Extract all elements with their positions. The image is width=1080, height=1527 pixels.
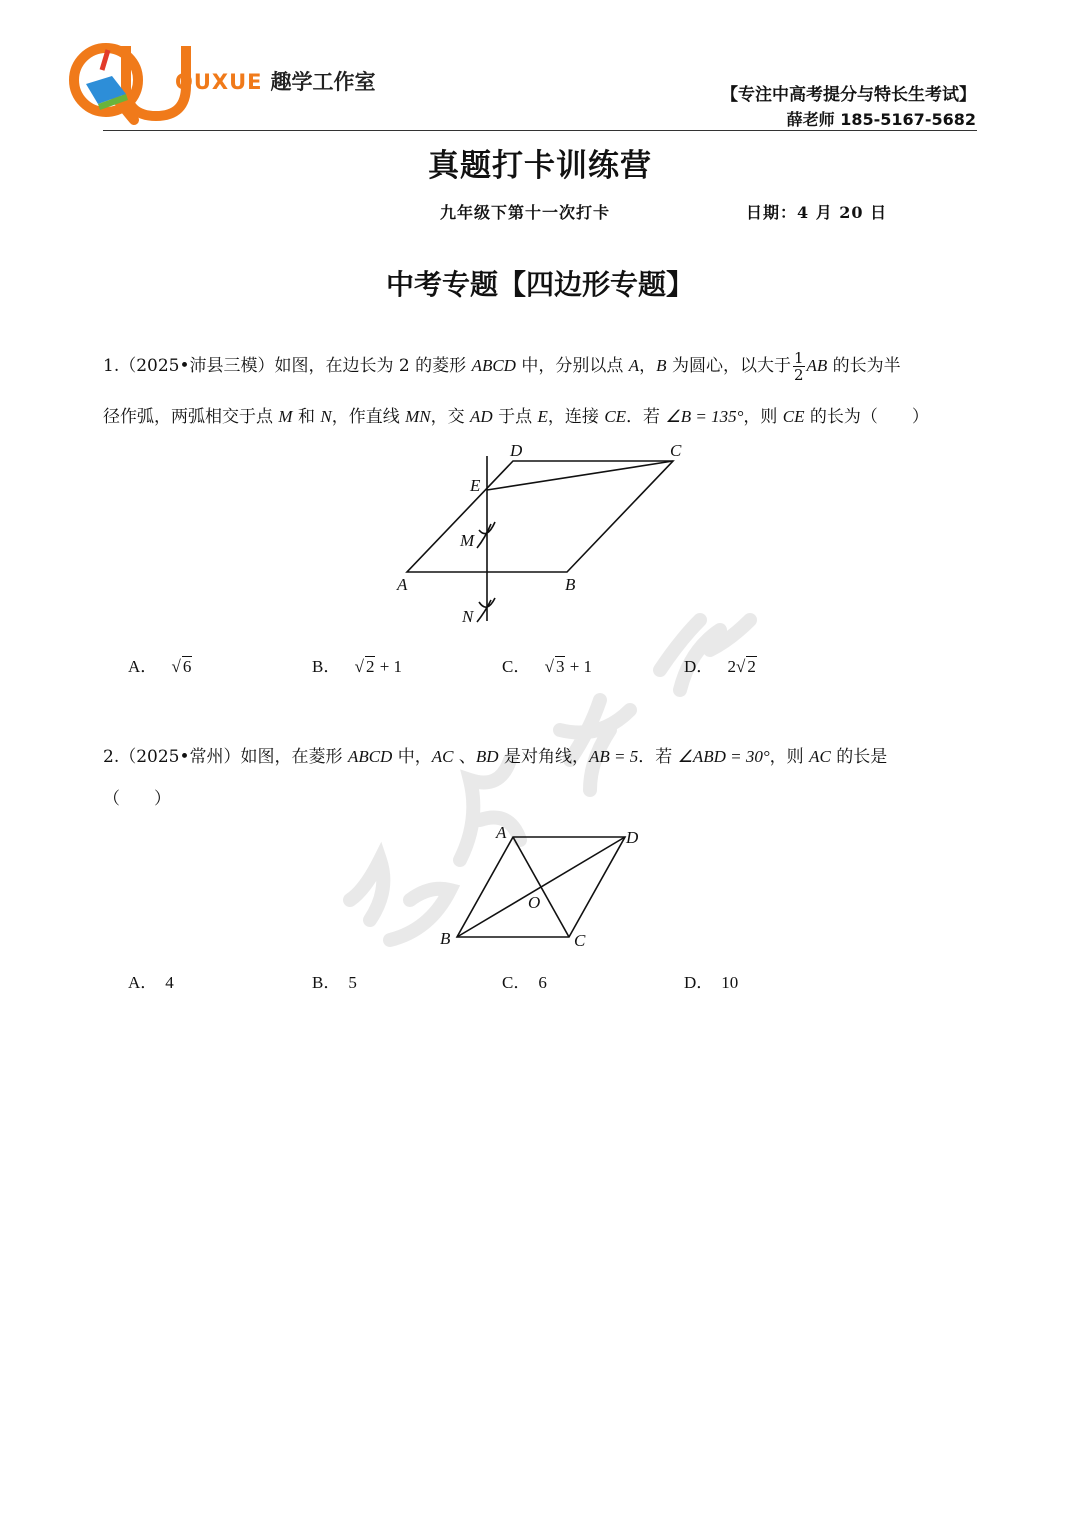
q1-text: 的长为（ ） [804, 407, 929, 427]
label-a: A [496, 823, 507, 842]
q2-option-a[interactable] [128, 968, 174, 993]
option-value: 5 [348, 973, 357, 992]
option-value: 4 [165, 973, 174, 992]
q1-line1 [103, 350, 901, 383]
option-tail: + 1 [375, 657, 403, 676]
label-b: B [565, 575, 576, 594]
segment-ce [487, 461, 673, 490]
q2-text: ，则 [769, 747, 810, 767]
q1-text: 的长为半 [827, 356, 901, 376]
page-title: 真题打卡训练营 [428, 148, 652, 184]
q1-option-d[interactable]: D． 2√ 2 [684, 657, 756, 676]
q1-text: 和 [292, 407, 321, 427]
q1-text: ，交 [430, 407, 471, 427]
q2-number: 2. [103, 747, 120, 767]
label-d: D [510, 441, 523, 460]
option-radicand: 2 [365, 657, 375, 676]
q2-figure [430, 820, 650, 950]
slogan: 【专注中高考提分与特长生考试】 [721, 85, 976, 105]
section-title: 中考专题【四边形专题】 [385, 268, 694, 301]
q1-number: 1. [103, 356, 120, 376]
q2-text: 的长是 [830, 747, 888, 767]
q1-line2 [103, 402, 929, 427]
option-letter: C． [502, 657, 531, 676]
q2-option-b[interactable] [312, 968, 357, 993]
label-o: O [528, 893, 541, 912]
q1-text: 径作弧，两弧相交于点 [103, 407, 279, 427]
option-value: 10 [721, 973, 739, 992]
date-info: 日期：4 月 20 日 [746, 203, 888, 222]
option-letter: D． [684, 973, 714, 992]
q1-math: M [278, 407, 293, 426]
option-letter: B． [312, 657, 341, 676]
brand-en: QUXUE [175, 70, 263, 94]
q2-math: ABCD [347, 747, 393, 766]
q1-text: ，连接 [547, 407, 605, 427]
q1-text: ， [639, 356, 657, 376]
q2-text: 、 [453, 747, 476, 767]
q1-option-a[interactable]: A． √ 6 [128, 657, 192, 676]
q1-math: B [656, 356, 667, 375]
option-letter: C． [502, 973, 531, 992]
frac-numerator: 1 [793, 349, 804, 367]
q1-math: E [537, 407, 548, 426]
q2-line1 [103, 742, 887, 767]
q2-math: ∠ABD = 30° [677, 747, 770, 766]
q1-math: ABCD [471, 356, 516, 375]
brand-name [175, 66, 376, 96]
q1-math: AD [470, 407, 493, 426]
q2-option-d[interactable] [684, 968, 738, 993]
q1-option-c[interactable]: C． √ 3 + 1 [502, 657, 593, 676]
brand-cn: 趣学工作室 [270, 70, 376, 94]
q1-option-b[interactable]: B． √ 2 + 1 [312, 657, 403, 676]
q2-line2: （ ） [103, 789, 171, 809]
label-c: C [574, 931, 586, 950]
label-m: M [460, 531, 475, 550]
label-c: C [670, 441, 682, 460]
arc-m [477, 522, 495, 548]
diagonal-bd [457, 837, 625, 937]
q1-math: ∠B = 135° [665, 407, 744, 426]
q2-option-c[interactable] [502, 968, 547, 993]
q1-text: ，则 [743, 407, 783, 427]
grade-info: 九年级下第十一次打卡 [440, 203, 611, 222]
fraction-one-half [793, 350, 805, 383]
option-radicand: 6 [182, 657, 192, 676]
option-value: 6 [538, 973, 547, 992]
option-radicand: 2 [747, 657, 756, 676]
rhombus-abcd [407, 461, 673, 572]
q2-text: ．若 [638, 747, 678, 767]
q1-text: 中，分别以点 [515, 356, 629, 376]
teacher-contact: 薛老师 185-5167-5682 [786, 110, 976, 129]
q2-math: AB = 5 [588, 747, 639, 766]
q2-math: BD [475, 747, 499, 766]
label-d: D [626, 828, 639, 847]
label-a: A [397, 575, 408, 594]
option-letter: D． [684, 657, 714, 676]
option-letter: B． [312, 973, 341, 992]
label-e: E [470, 476, 481, 495]
q1-text: ．若 [626, 407, 666, 427]
q1-math: AB [806, 356, 828, 375]
q1-figure [390, 436, 700, 628]
q2-text: 是对角线， [498, 747, 589, 767]
frac-denominator: 2 [793, 366, 804, 384]
q1-text: ，作直线 [331, 407, 406, 427]
q1-math: A [628, 356, 640, 375]
header-divider [103, 130, 977, 131]
q2-math: AC [809, 747, 831, 766]
label-n: N [462, 607, 474, 626]
q1-text: 为圆心，以大于 [666, 356, 791, 376]
q1-source: （2025•沛县三模） [119, 356, 275, 376]
q2-math: AC [431, 747, 454, 766]
option-coef: 2 [727, 657, 737, 676]
q1-math: MN [405, 407, 431, 426]
q1-math: CE [782, 407, 805, 426]
q2-source: （2025•常州） [119, 747, 241, 767]
option-tail: + 1 [565, 657, 593, 676]
q1-math: CE [604, 407, 627, 426]
arc-n [477, 598, 495, 622]
option-radicand: 3 [555, 657, 565, 676]
q1-text: 如图，在边长为 2 的菱形 [274, 356, 472, 376]
q1-text: 于点 [492, 407, 538, 427]
option-letter: A． [128, 973, 158, 992]
option-letter: A． [128, 657, 158, 676]
label-b: B [440, 929, 451, 948]
q2-text: 中， [392, 747, 432, 767]
q1-math: N [320, 407, 332, 426]
q2-text: 如图，在菱形 [240, 747, 348, 767]
